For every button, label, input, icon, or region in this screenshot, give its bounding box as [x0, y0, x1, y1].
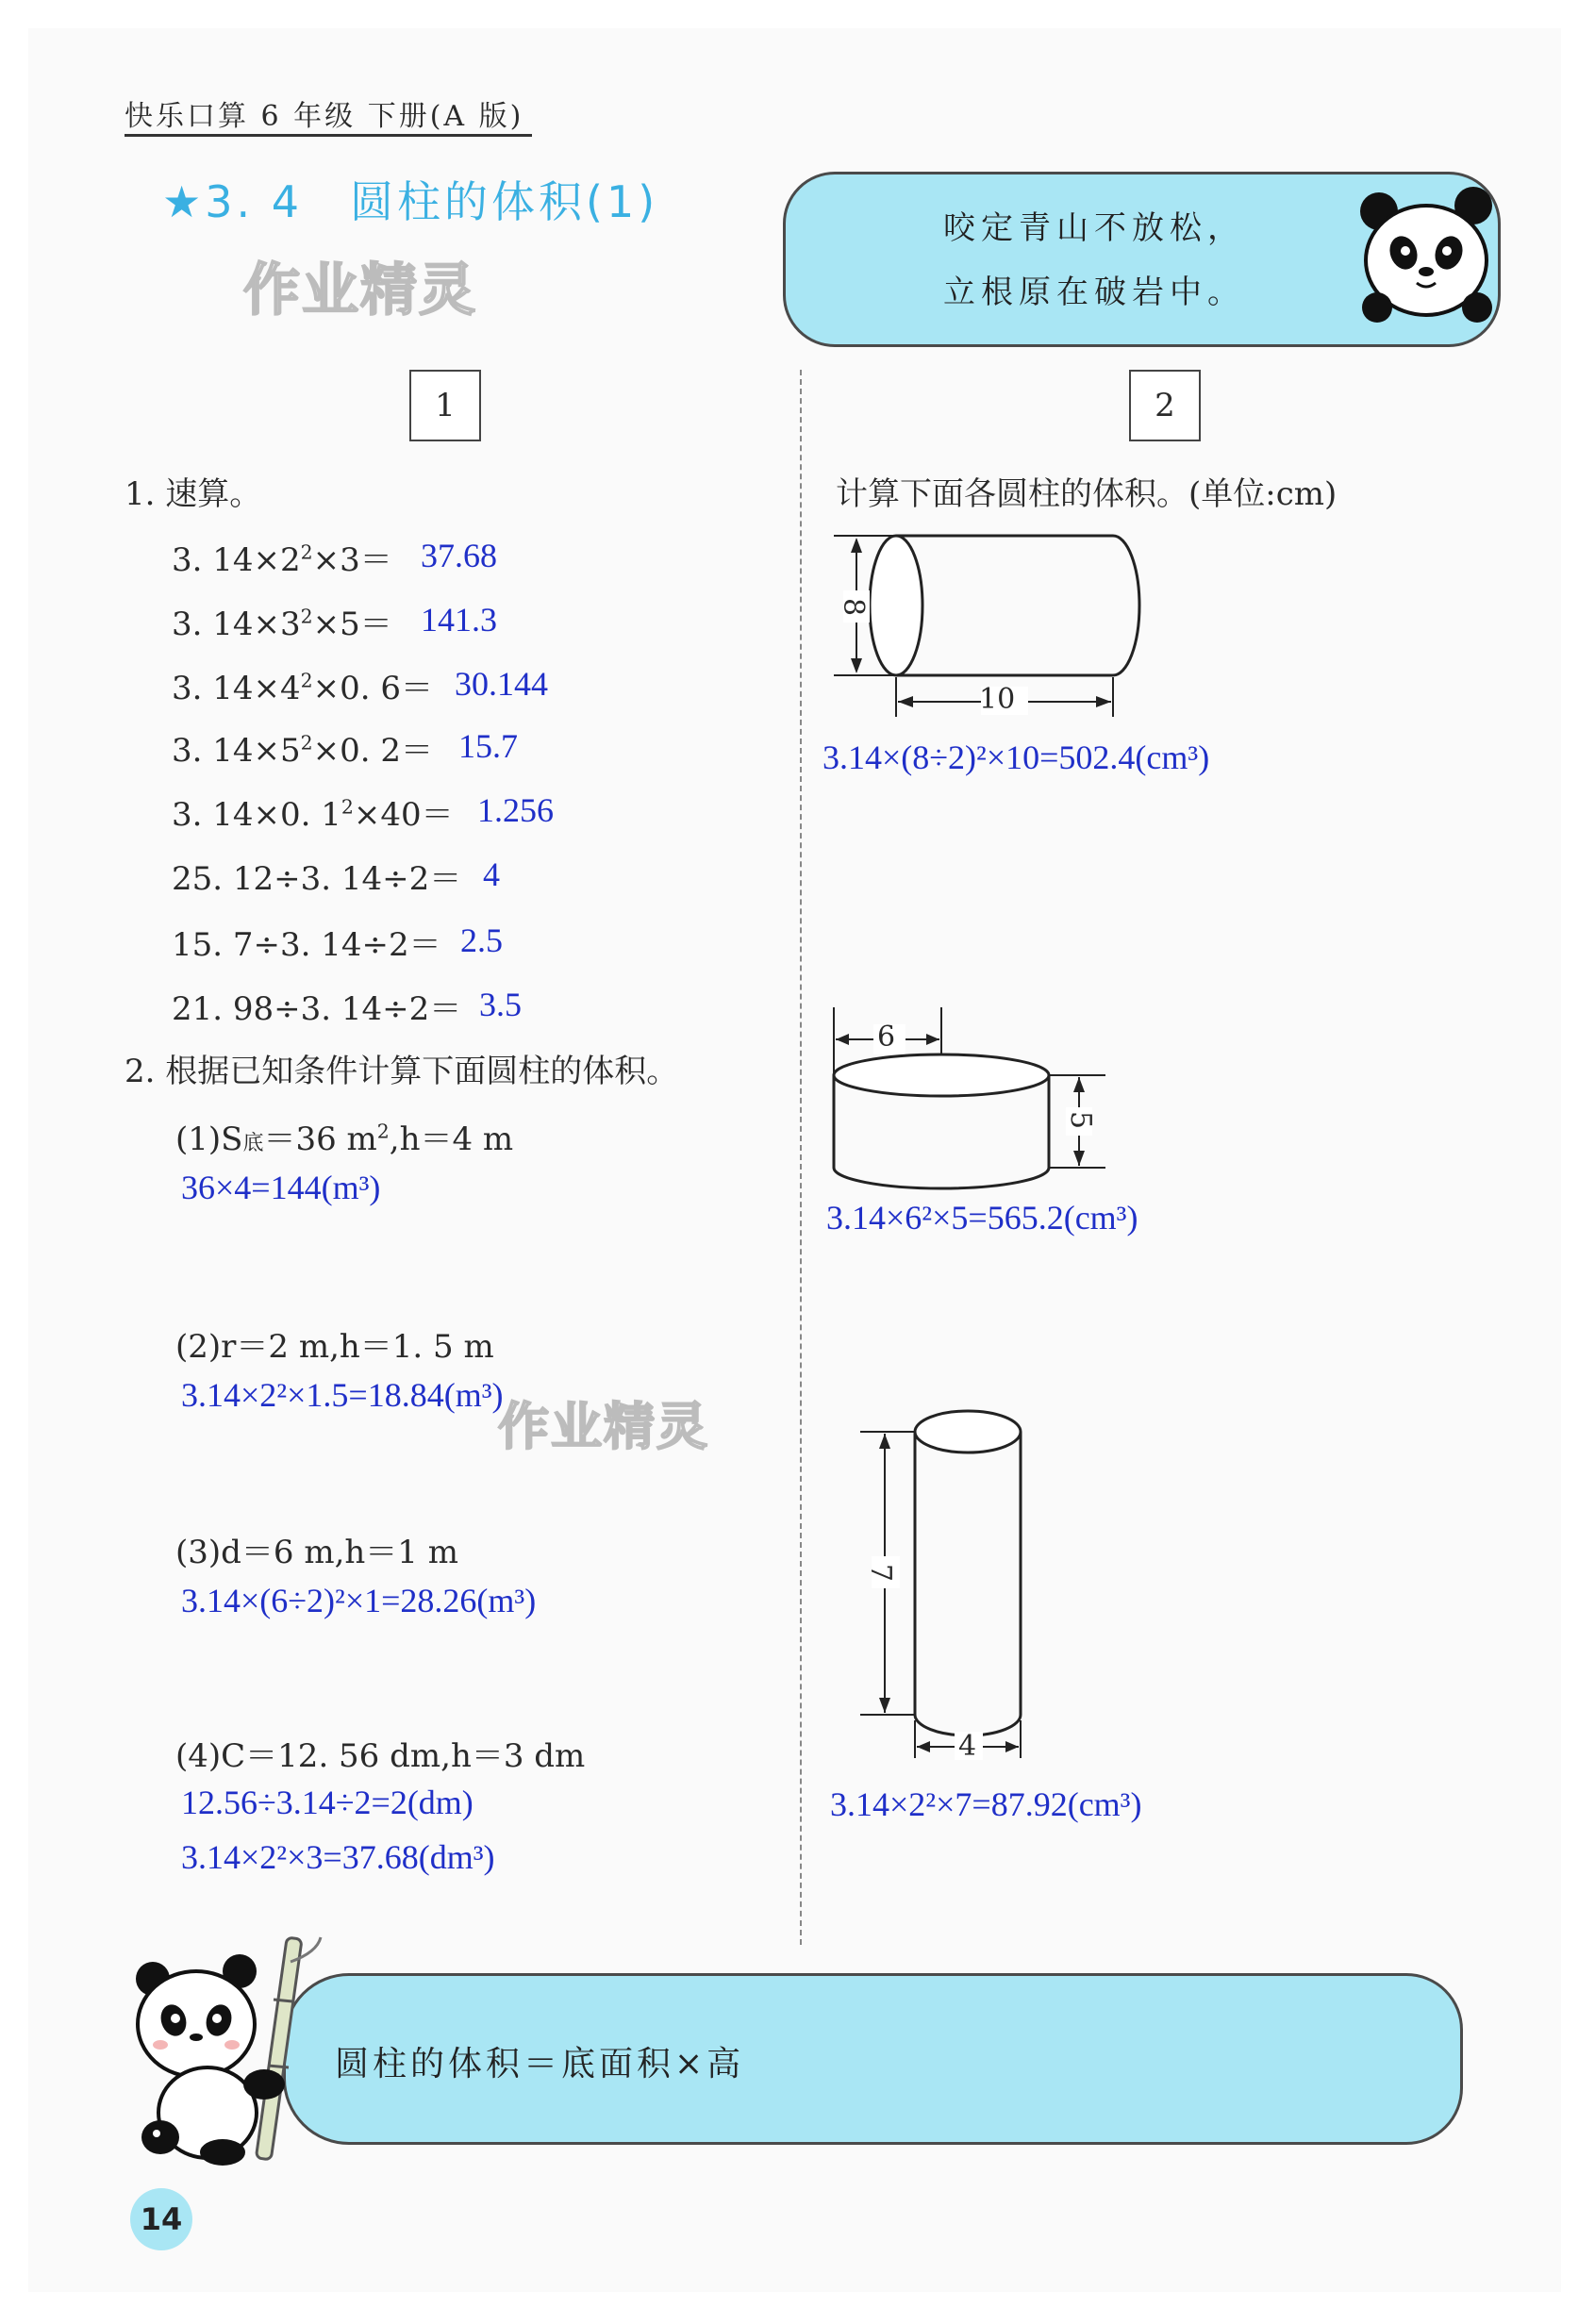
q2-heading: 2. 根据已知条件计算下面圆柱的体积。 — [125, 1053, 679, 1090]
watermark-2: 作业精灵 — [498, 1397, 709, 1456]
book-title: 快乐口算 6 年级 下册(A 版) — [125, 100, 524, 133]
q1-item-2: 3. $14\times 3^2\times 5=$ — [172, 605, 392, 643]
panda-icon — [1358, 185, 1500, 326]
lesson-title: ★3. 4 圆柱的体积(1) — [162, 176, 659, 227]
fig1-diameter-label: 8 — [837, 597, 871, 617]
q1-item-4: 3. $14\times 5^2\times 0$. 2＝ — [172, 731, 433, 770]
q2-part-1-answer: 36×4=144(m³) — [181, 1169, 381, 1206]
tip-text: 圆柱的体积＝底面积×高 — [335, 2045, 745, 2083]
q1-answer-4: 15.7 — [458, 727, 518, 765]
panda-bamboo-icon — [132, 1934, 330, 2169]
q1-answer-5: 1.256 — [477, 791, 554, 829]
quote-line-2: 立根原在破岩中。 — [943, 274, 1245, 311]
q1-answer-1: 37.68 — [421, 537, 497, 574]
q2-part-4-answer-1: 12.56÷3.14÷2=2(dm) — [181, 1784, 474, 1821]
q1-answer-2: 141.3 — [421, 601, 497, 639]
fig2-radius-label: 6 — [877, 1021, 896, 1054]
watermark: 作业精灵 — [243, 257, 477, 324]
section-1-box: 1 — [409, 370, 481, 441]
fig3-answer: 3.14×2²×7=87.92(cm³) — [830, 1785, 1142, 1823]
q1-item-1: 3. $14\times 2^2\times 3=$ — [172, 540, 392, 579]
q1-item-5: 3. 14×0. $1^2\times 40=$ — [172, 795, 454, 834]
quote-line-1: 咬定青山不放松， — [943, 209, 1245, 247]
fig1-length-label: 10 — [979, 683, 1016, 716]
fig1-answer: 3.14×(8÷2)²×10=502.4(cm³) — [822, 739, 1210, 776]
fig2-answer: 3.14×6²×5=565.2(cm³) — [826, 1199, 1138, 1237]
q1-answer-8: 3.5 — [479, 986, 522, 1023]
q1-heading: 1. 速算。 — [125, 475, 262, 513]
q1-answer-6: 4 — [483, 855, 500, 893]
q2-part-4-condition: (4)C＝12. 56 dm,h＝3 dm — [175, 1737, 586, 1775]
q2-part-3-answer: 3.14×(6÷2)²×1=28.26(m³) — [181, 1582, 537, 1619]
fig2-height-label: 5 — [1064, 1110, 1098, 1130]
q1-item-3: 3. $14\times 4^2\times 0$. 6＝ — [172, 669, 433, 707]
page-number: 14 — [130, 2188, 192, 2250]
q1-answer-7: 2.5 — [460, 921, 503, 959]
column-divider — [800, 370, 802, 1945]
cylinder-figure-2 — [830, 1007, 1122, 1196]
fig3-height-label: 7 — [864, 1563, 898, 1583]
fig3-diameter-label: 4 — [958, 1730, 977, 1763]
q2-part-1-condition: (1)S底＝36 $m^2,h=4$ m — [175, 1120, 514, 1158]
q1-item-6: 25. 12÷3. 14÷2＝ — [172, 860, 462, 898]
cylinder-figure-3 — [849, 1403, 1038, 1762]
q2-part-2-answer: 3.14×2²×1.5=18.84(m³) — [181, 1376, 504, 1414]
section-2-box: 2 — [1129, 370, 1201, 441]
header-rule — [125, 134, 532, 137]
q2-part-3-condition: (3)d＝6 m,h＝1 m — [175, 1534, 458, 1571]
right-heading: 计算下面各圆柱的体积。(单位:cm) — [836, 475, 1337, 513]
q1-answer-3: 30.144 — [455, 665, 548, 703]
q1-item-7: 15. 7÷3. 14÷2＝ — [172, 926, 441, 964]
q1-item-8: 21. 98÷3. 14÷2＝ — [172, 990, 462, 1028]
q2-part-4-answer-2: 3.14×2²×3=37.68(dm³) — [181, 1838, 495, 1876]
q2-part-2-condition: (2)r＝2 m,h＝1. 5 m — [175, 1328, 494, 1366]
